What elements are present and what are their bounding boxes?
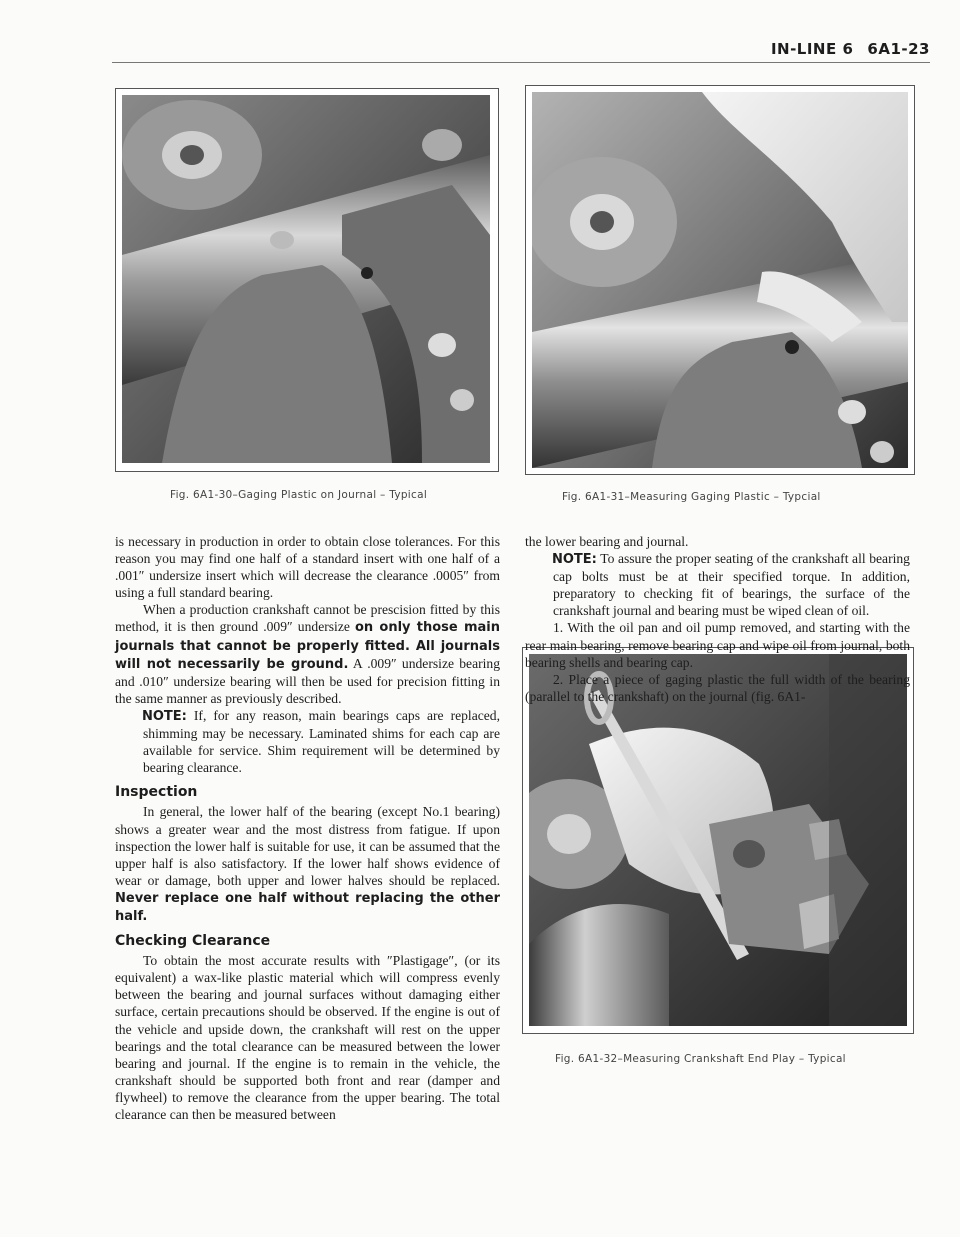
step-2: 2. Place a piece of gaging plastic the full width of the bearing (parallel to the crankshaft) on the journal (fig. 6A1- [525, 671, 910, 704]
page-number: 6A1-23 [867, 40, 930, 58]
paragraph: the lower bearing and journal. [525, 534, 689, 549]
paragraph: is necessary in production in order to obtain close tolerances. For this reason you may find one half of a standard insert with one half of a .001″ undersize insert which will decrease the clearance .0005″ from using a full standard bearing. [115, 534, 500, 601]
figure-gaging-plastic-on-journal [115, 88, 499, 472]
figure-caption: Fig. 6A1-31–Measuring Gaging Plastic – Typcial [562, 491, 821, 503]
paragraph: In general, the lower half of the bearing (except No.1 bearing) shows a greater wear and the most distress from fatigue. If upon inspection the lower half is suitable for use, it can be assumed that the upper half is also satisfactory. If the lower half shows evidence of wear or damage, both upper and lower halves should be replaced. Never replace one half without replacing the other half. [115, 804, 500, 924]
paragraph: To obtain the most accurate results with ″Plastigage″, (or its equivalent) a wax-like plastic material which will compress evenly between the bearing and journal surfaces without damaging either surface, certain precautions should be observed. If the engine is out of the vehicle and upside down, the crankshaft will rest on the upper bearings and the total clearance can be measured between the lower bearing and journal. If the engine is to remain in the vehicle, the crankshaft should be supported both front and rear (damper and flywheel) to remove the clearance from the upper bearing. The total clearance can then be measured between [115, 953, 500, 1122]
note: NOTE: To assure the proper seating of the crankshaft all bearing cap bolts must be at their specified torque. In addition, preparatory to checking fit of bearings, the surface of the crankshaft journal and bearing must be wiped clean of oil. [552, 551, 910, 619]
page-header [735, 40, 930, 58]
emphasis-text: on only those main journals that cannot be properly fitted. All journals will not necessarily be ground. [115, 620, 500, 672]
section-heading-checking-clearance: Checking Clearance [115, 933, 271, 950]
figure-measuring-crankshaft-end-play [522, 647, 914, 1034]
gaging-plastic-measurement-photo [532, 92, 908, 468]
section-heading-inspection: Inspection [115, 784, 198, 801]
figure-caption: Fig. 6A1-32–Measuring Crankshaft End Play – Typical [555, 1053, 846, 1065]
step-1: 1. With the oil pan and oil pump removed, and starting with the rear main bearing, remove bearing cap and wipe oil from journal, both bearing shells and bearing cap. [525, 620, 910, 670]
figure-measuring-gaging-plastic [525, 85, 915, 475]
paragraph: When a production crankshaft cannot be prescision fitted by this method, it is then ground .009″ undersize on only those main journals that cannot be properly fitted. All journals will not necessarily be ground. A .009″ undersize bearing and .010″ undersize bearing will then be used for precision fitting in the same manner as previously described. [115, 602, 501, 706]
emphasis-text: Never replace one half without replacing the other half. [115, 890, 500, 924]
note-label: NOTE: [142, 708, 187, 724]
header-rule [112, 62, 930, 63]
section-title: IN-LINE 6 [770, 40, 854, 58]
note-label: NOTE: [552, 552, 597, 568]
figure-caption: Fig. 6A1-30–Gaging Plastic on Journal – Typical [170, 489, 428, 501]
crankshaft-journal-photo [122, 95, 490, 463]
note: NOTE: If, for any reason, main bearings caps are replaced, shimming may be necessary. Laminated shims for each cap are available for service. Shim requirement will be determined by bearing clearance. [142, 707, 501, 776]
right-column [525, 533, 910, 705]
left-column [115, 533, 500, 1123]
feeler-gauge-end-play-photo [529, 654, 907, 1026]
